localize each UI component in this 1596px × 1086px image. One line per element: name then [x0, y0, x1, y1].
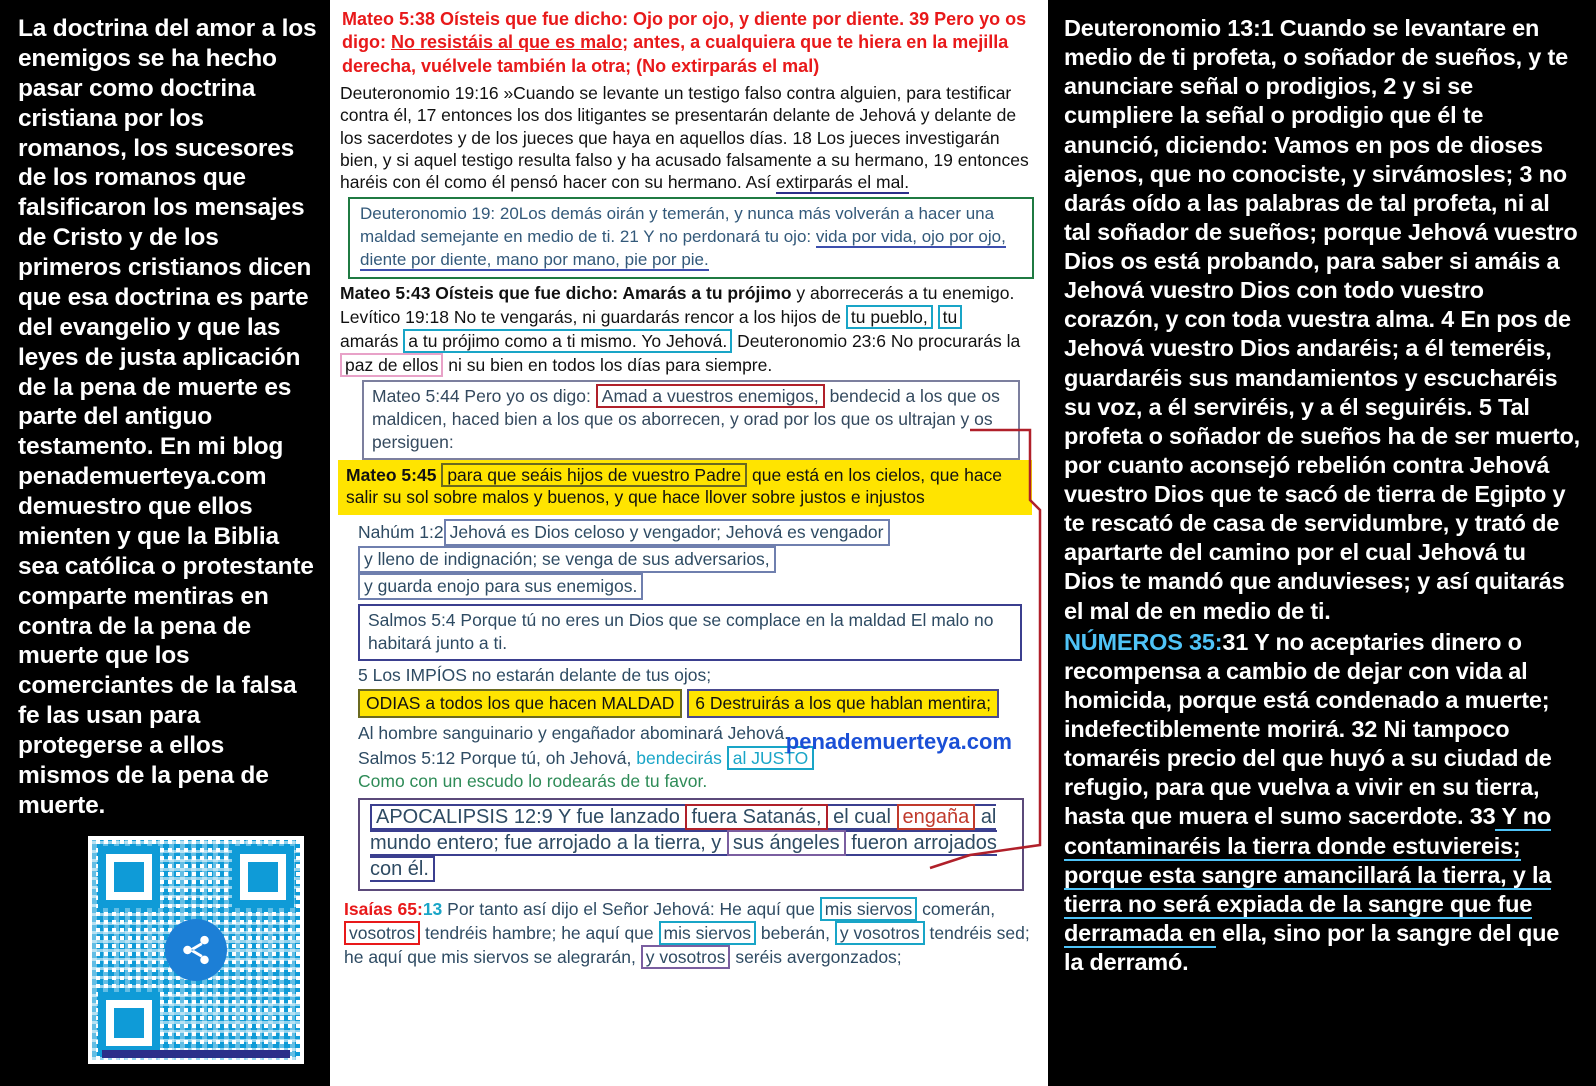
odias-highlight: ODIAS a todos los que hacen MALDAD	[358, 689, 682, 719]
deut-19-20-text: Deuteronomio 19: 20Los demás oirán y temerán, y nunca más volverán a hacer una maldad semejante en medio de ti. 21 Y no perdonará tu ojo:	[360, 204, 995, 247]
right-column	[1048, 0, 1596, 1086]
isaias-text-c: comerán,	[922, 898, 996, 919]
mateo-5-44-boxed: Amad a vuestros enemigos,	[596, 384, 825, 408]
levitico-19-18-line	[340, 306, 1040, 328]
mateo-5-43-block	[336, 282, 1042, 376]
deuteronomio-13-passage: Deuteronomio 13:1 Cuando se levantare en medio de ti profeta, o soñador de sueños, y te anunciare señal o prodigios, 2 y si se cumpliere la señal o prodigio que él te anunció, diciendo: Vamos en pos de dioses ajenos, que no conociste, y sirvámosles; 3 no darás oído a las palabras de tal profeta, ni al tal soñador de sueños; porque Jehová vuestro Dios os está probando, para saber si amáis a Jehová vuestro Dios con todo vuestro corazón, y con toda vuestra alma. 4 En pos de Jehová vuestro Dios andaréis; a él temeréis, guardaréis sus mandamientos y escucharéis su voz, a él serviréis, y a él seguiréis. 5 Tal profeta o soñador de sueños ha de ser muerto, por cuanto aconsejó rebelión contra Jehová vuestro Dios que te sacó de tierra de Egipto y te rescató de casa de servidumbre, y trató de apartarte del camino por el cual Jehová tu Dios te mandó que anduvieses; y así quitarás el mal de en medio de ti.	[1064, 15, 1580, 624]
numeros-35-passage	[1064, 628, 1582, 978]
left-column	[0, 0, 330, 1086]
deut-23-6-text-b: ni su bien en todos los días para siempre.	[448, 355, 773, 376]
salmos-5-5-line: 5 Los IMPÍOS no estarán delante de tus ojos;	[358, 664, 712, 685]
levitico-amaras: amarás	[340, 331, 399, 352]
apoc-text-g: fueron arrojados con él.	[370, 832, 997, 881]
destruiras-highlight: 6 Destruirás a los que hablan mentira;	[687, 689, 999, 719]
deut-23-6-text-a: Deuteronomio 23:6 No procurarás la	[737, 331, 1021, 352]
nahum-1-2-block	[358, 519, 1028, 600]
numeros-text-b-underlined: Y no contaminaréis la tierra donde estuviereis; porque esta sangre amancillará la tierra, y la tierra no será expiada de la sangre que fue derramada en	[1064, 803, 1552, 946]
nahum-line-1: Jehová es Dios celoso y vengador; Jehová es vengador	[444, 519, 890, 546]
mateo-5-43-text2: y aborrecerás a tu enemigo.	[796, 283, 1015, 304]
nahum-line-2-wrap	[358, 546, 1028, 573]
deut-19-16-text: Deuteronomio 19:16 »Cuando se levante un testigo falso contra alguien, para testificar contra él, 17 entonces los dos litigantes se presentarán delante de Jehová y delante de los sacerdotes y de los jueces que haya en aquellos días. 18 Los jueces investigarán bien, y si aquel testigo resulta falso y ha acusado falsamente a su hermano, 19 entonces haréis con él como él pensó hacer con su hermano. Así	[340, 83, 1029, 193]
numeros-ref: NÚMEROS 35:	[1064, 628, 1223, 655]
levitico-projimo-box: a tu prójimo como a ti mismo. Yo Jehová.	[403, 329, 732, 353]
apoc-text-e: al mundo entero; fue arrojado a la tierra, y	[370, 805, 997, 854]
salmos-5-12-blue: bendecirás	[636, 747, 722, 768]
isaias-text-k: seréis avergonzados;	[735, 947, 902, 968]
nahum-ref: Nahúm 1:2	[358, 522, 444, 543]
deuteronomio-19-16-passage	[336, 82, 1042, 193]
isaias-text-g: beberán,	[760, 922, 831, 943]
isaias-65-13-block	[344, 897, 1038, 969]
qr-code[interactable]	[88, 836, 304, 1064]
isaias-text-e: tendréis hambre; he aquí que	[425, 922, 654, 943]
apoc-angeles-box: sus ángeles	[727, 830, 846, 856]
website-link[interactable]: penademuerteya.com	[785, 729, 1012, 754]
mateo-5-44-box	[362, 380, 1020, 459]
qr-bottom-bar	[102, 1050, 290, 1058]
mateo-5-45-label: Mateo 5:45	[346, 464, 437, 485]
isaias-mis-siervos-box2: mis siervos	[659, 921, 757, 945]
mateo-5-45-boxed: para que seáis hijos de vuestro Padre	[441, 463, 747, 487]
levitico-tu-box: tu	[938, 305, 963, 329]
deuteronomio-19-20-box	[348, 197, 1034, 279]
salmos-5-6b-line: Al hombre sanguinario y engañador abominará Jehová.	[358, 723, 789, 744]
levitico-19-18-text-a: Levítico 19:18 No te vengarás, ni guardarás rencor a los hijos de	[340, 307, 841, 328]
isaias-vosotros-box2: y vosotros	[835, 921, 925, 945]
deut-19-16-underlined: extirparás el mal.	[775, 172, 910, 193]
nahum-line-3-wrap	[358, 573, 1028, 600]
numeros-verse-33: 33	[1469, 803, 1496, 830]
nahum-line-2: y lleno de indignación; se venga de sus adversarios,	[358, 546, 776, 573]
left-commentary-text: La doctrina del amor a los enemigos se ha hecho pasar como doctrina cristiana por los romanos, los sucesores de los romanos que falsificaron los mensajes de Cristo y de los primeros cristianos dicen que esa doctrina es parte del evangelio y que las leyes de justa aplicación de la pena de muerte es parte del antiguo testamento. En mi blog penademuerteya.com demuestro que ellos mienten y que la Biblia sea católica o protestante comparte mentiras en contra de la pena de muerte que los comerciantes de la falsa fe las usan para protegerse a ellos mismos de la pena de muerte.	[18, 15, 317, 819]
mateo-5-45-rest: que está en los cielos, que hace salir su sol sobre malos y buenos, y que hace llover sobre justos e injustos	[346, 464, 1003, 508]
numeros-text-c: ella, sino por la sangre del que la derramó.	[1064, 919, 1560, 975]
apoc-engana-box: engaña	[897, 804, 976, 830]
numeros-ref-num: 31	[1222, 628, 1249, 655]
qr-eye-top-right	[232, 846, 294, 908]
levitico-19-18-line2	[340, 330, 1040, 352]
apoc-text-c: el cual	[833, 805, 891, 828]
mateo-5-44-prefix: Mateo 5:44 Pero yo os digo:	[372, 386, 591, 407]
mateo-5-43-text1: Mateo 5:43 Oísteis que fue dicho: Amarás a tu prójimo	[340, 283, 792, 304]
salmos-5-12b-line: Como con un escudo lo rodearás de tu favor.	[358, 770, 708, 791]
odias-block	[358, 689, 1042, 719]
mateo-5-38-part2: ; antes, a cualquiera que te hiera en la mejilla derecha, vuélvele también la otra; (No extirparás el mal)	[342, 32, 1009, 76]
mateo-5-45-highlight	[338, 460, 1032, 516]
numeros-text-a: Y no aceptaries dinero o recompensa a cambio de dejar con vida al homicida, porque está condenado a muerte; indefectiblemente morirá. 32 Ni tampoco tomaréis precio del que huyó a su ciudad de refugio, para que vuelva a vivir en su tierra, hasta que muera el sumo sacerdote.	[1064, 628, 1552, 830]
isaias-vosotros-box3: y vosotros	[641, 945, 731, 969]
isaias-ref: Isaías 65:	[344, 898, 423, 919]
share-icon	[165, 919, 227, 981]
isaias-vosotros-box1: vosotros	[344, 921, 420, 945]
qr-eye-top-left	[98, 846, 160, 908]
nahum-line-1-wrap	[358, 519, 1028, 546]
mateo-5-43-line	[340, 282, 1040, 304]
levitico-tu-pueblo-box: tu pueblo,	[846, 305, 933, 329]
mateo-5-44-rest: bendecid a los que os maldicen, haced bien a los que os aborrecen, y orad por los que os ultrajan y os persiguen:	[372, 386, 1000, 452]
salmos-5-4-box: Salmos 5:4 Porque tú no eres un Dios que se complace en la maldad El malo no habitará junto a ti.	[358, 604, 1022, 661]
mateo-5-38-part1: Mateo 5:38 Oísteis que fue dicho: Ojo por ojo, y diente por diente. 39 Pero yo os digo:	[342, 9, 1027, 53]
qr-eye-bottom-left	[98, 992, 160, 1054]
middle-column	[330, 0, 1048, 1086]
mateo-5-38-passage	[336, 8, 1042, 80]
deut-23-6-paz-box: paz de ellos	[340, 353, 443, 377]
apoc-inner-group	[370, 804, 997, 883]
apoc-text-a: APOCALIPSIS 12:9 Y fue lanzado	[376, 805, 680, 828]
salmos-5-12-justo-box: al JUSTO	[727, 746, 815, 770]
apocalipsis-12-9-box	[358, 798, 1024, 891]
salmos-5-12-text: Salmos 5:12 Porque tú, oh Jehová,	[358, 747, 632, 768]
isaias-text-a: Por tanto así dijo el Señor Jehová: He aquí que	[447, 898, 815, 919]
mateo-5-38-underlined: No resistáis al que es malo	[391, 32, 623, 53]
deut-19-20-underlined: vida por vida, ojo por ojo, diente por diente, mano por mano, pie por pie.	[360, 227, 1006, 270]
qr-code-pattern	[92, 840, 300, 1060]
isaias-text-i: tendréis sed; he aquí que mis siervos se alegrarán,	[344, 922, 1030, 968]
isaias-ref-num: 13	[422, 898, 443, 919]
apoc-satanas-box: fuera Satanás,	[685, 804, 827, 830]
isaias-mis-siervos-box1: mis siervos	[820, 897, 918, 921]
nahum-line-3: y guarda enojo para sus enemigos.	[358, 573, 643, 600]
deut-23-6-line2	[340, 354, 1040, 376]
